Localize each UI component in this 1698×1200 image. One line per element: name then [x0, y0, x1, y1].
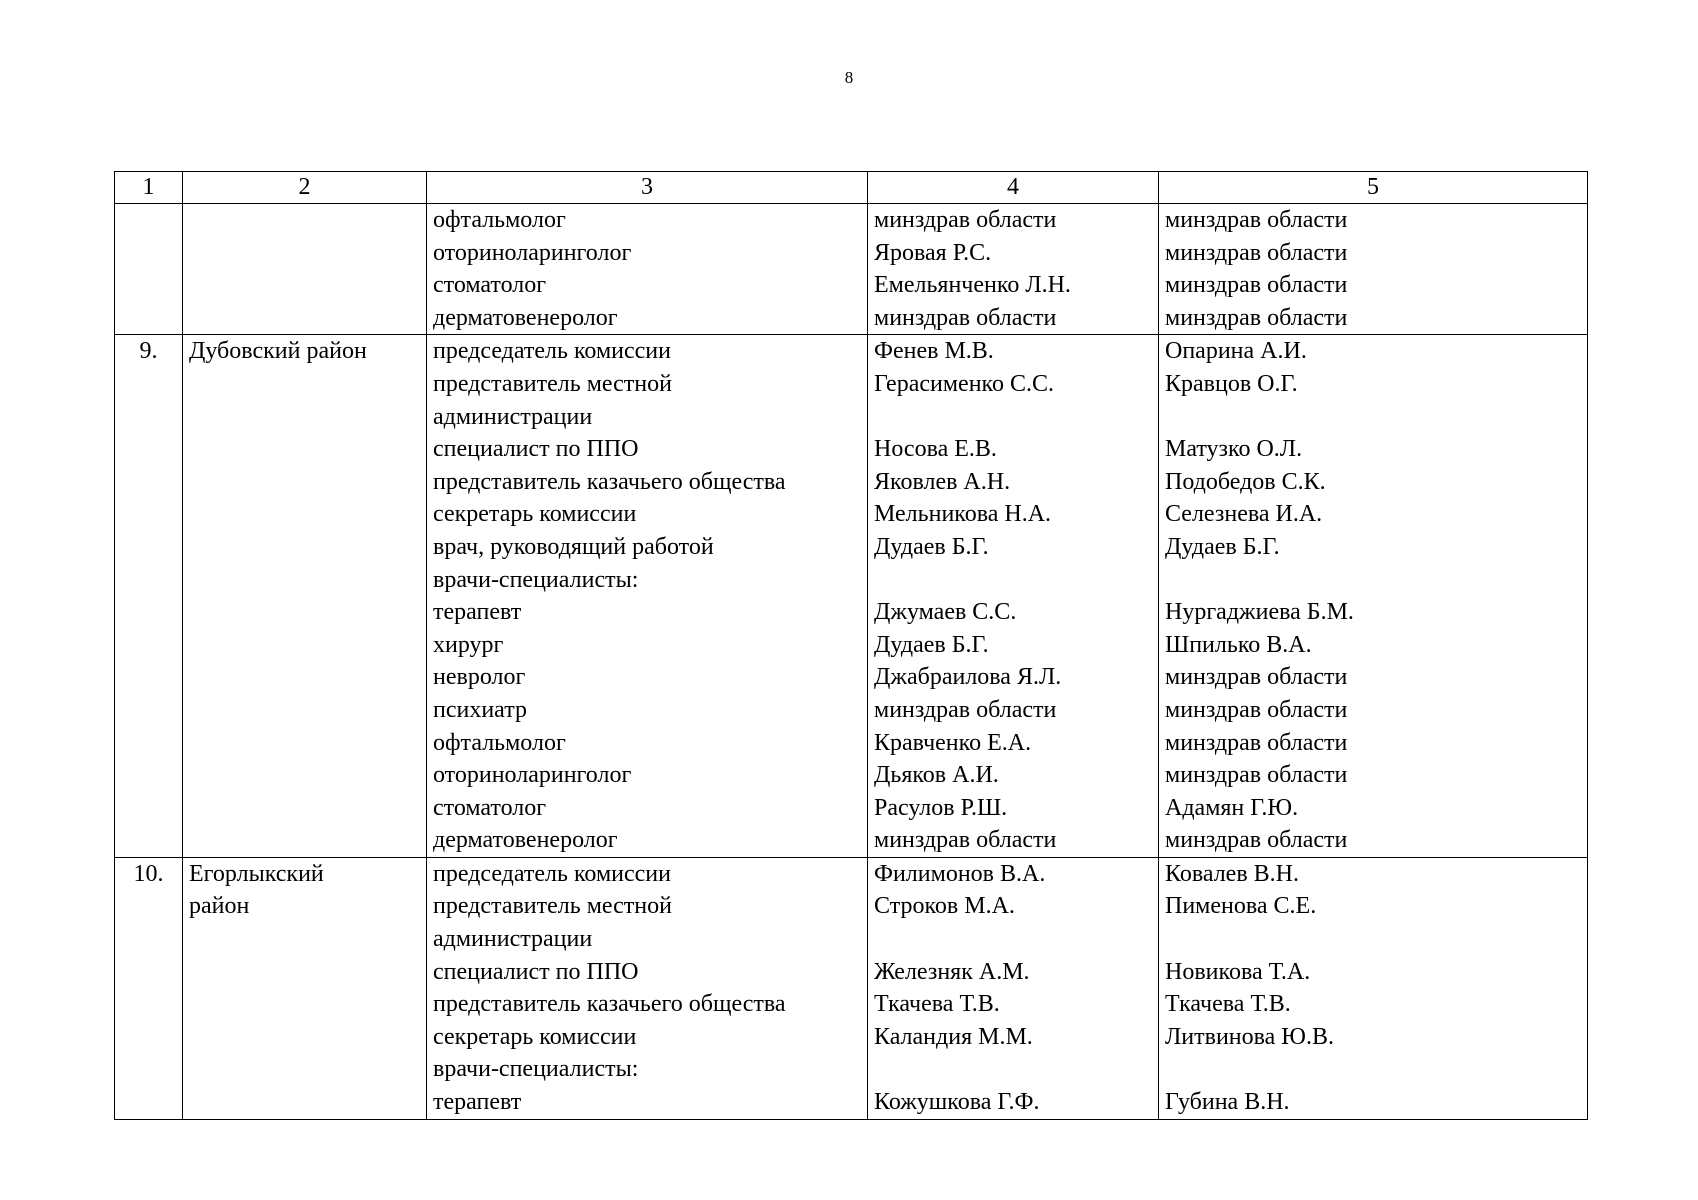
district-cell: [183, 204, 427, 335]
reserve-member-cell-line: [1165, 401, 1581, 434]
role-cell-line: секретарь комиссии: [433, 1023, 637, 1050]
reserve-member-cell-line: Матузко О.Л.: [1165, 436, 1303, 463]
reserve-member-cell-line: минздрав области: [1165, 304, 1348, 331]
district-cell-line: Дубовский район: [189, 338, 367, 365]
role-cell-line: врач, руководящий работой: [433, 533, 714, 560]
role-cell-line: специалист по ППО: [433, 436, 639, 463]
reserve-member-cell-line: Литвинова Ю.В.: [1165, 1023, 1334, 1050]
role-cell-line: хирург: [433, 631, 504, 658]
reserve-member-cell-line: [1165, 1053, 1581, 1086]
reserve-member-cell-line: Ткачева Т.В.: [1165, 991, 1291, 1018]
reserve-member-cell-line: Селезнева И.А.: [1165, 501, 1323, 528]
main-member-cell-line: Филимонов В.А.: [874, 860, 1046, 887]
main-member-cell: [868, 335, 1159, 858]
reserve-member-cell-line: Дудаев Б.Г.: [1165, 533, 1280, 560]
role-cell-line: врачи-специалисты:: [433, 1056, 639, 1083]
reserve-member-cell-line: минздрав области: [1165, 272, 1348, 299]
role-cell-line: стоматолог: [433, 272, 547, 299]
main-member-cell-line: [874, 923, 1152, 956]
main-member-cell-line: Джабраилова Я.Л.: [874, 664, 1062, 691]
reserve-member-cell-line: Адамян Г.Ю.: [1165, 794, 1299, 821]
reserve-member-cell-line: Опарина А.И.: [1165, 338, 1307, 365]
main-member-cell-line: [874, 401, 1152, 434]
role-cell-line: оториноларинголог: [433, 762, 632, 789]
main-member-cell-line: Строков М.А.: [874, 893, 1015, 920]
table-row: [115, 335, 1588, 858]
main-member-cell-line: минздрав области: [874, 304, 1057, 331]
reserve-member-cell: [1159, 335, 1588, 858]
reserve-member-cell-line: Нургаджиева Б.М.: [1165, 599, 1354, 626]
row-number-cell: [115, 204, 183, 335]
reserve-member-cell: [1159, 857, 1588, 1119]
main-member-cell-line: Джумаев С.С.: [874, 599, 1017, 626]
reserve-member-cell-line: Пименова С.Е.: [1165, 893, 1317, 920]
main-member-cell-line: Емельянченко Л.Н.: [874, 272, 1071, 299]
reserve-member-cell-line: Подобедов С.К.: [1165, 468, 1326, 495]
main-member-cell-line: Мельникова Н.А.: [874, 501, 1052, 528]
district-cell: [183, 857, 427, 1119]
reserve-member-cell-line: минздрав области: [1165, 239, 1348, 266]
reserve-member-cell-line: Ковалев В.Н.: [1165, 860, 1299, 887]
role-cell-line: председатель комиссии: [433, 338, 671, 365]
main-member-cell-line: [874, 564, 1152, 597]
role-cell-line: офтальмолог: [433, 729, 566, 756]
main-member-cell-line: Каландия М.М.: [874, 1023, 1033, 1050]
reserve-member-cell-line: минздрав области: [1165, 207, 1348, 233]
role-cell-line: представитель казачьего общества: [433, 468, 786, 495]
row-number-cell: [115, 335, 183, 858]
header-row: [115, 172, 1588, 204]
role-cell-line: представитель местной: [433, 370, 672, 397]
main-member-cell-line: минздрав области: [874, 696, 1057, 723]
row-number-cell: [115, 857, 183, 1119]
reserve-member-cell-line: минздрав области: [1165, 664, 1348, 691]
commission-table: [114, 171, 1588, 1120]
page-number: 8: [844, 68, 854, 87]
header-cell-3: 3: [427, 172, 868, 204]
main-member-cell: [868, 204, 1159, 335]
main-member-cell-line: Расулов Р.Ш.: [874, 794, 1008, 821]
role-cell-line: стоматолог: [433, 794, 547, 821]
role-cell-line: терапевт: [433, 1089, 522, 1116]
table-row: [115, 857, 1588, 1119]
main-member-cell-line: Дудаев Б.Г.: [874, 631, 989, 658]
role-cell-line: терапевт: [433, 599, 522, 626]
reserve-member-cell-line: минздрав области: [1165, 696, 1348, 723]
main-member-cell-line: Железняк А.М.: [874, 958, 1030, 985]
header-cell-2: 2: [183, 172, 427, 204]
role-cell-line: специалист по ППО: [433, 958, 639, 985]
role-cell-line: дерматовенеролог: [433, 827, 618, 854]
role-cell-line: секретарь комиссии: [433, 501, 637, 528]
role-cell-line: администрации: [433, 403, 593, 430]
header-cell-5: 5: [1159, 172, 1588, 204]
role-cell-line: оториноларинголог: [433, 239, 632, 266]
header-cell-4: 4: [868, 172, 1159, 204]
reserve-member-cell-line: Кравцов О.Г.: [1165, 370, 1298, 397]
main-member-cell-line: Кожушкова Г.Ф.: [874, 1089, 1040, 1116]
main-member-cell-line: минздрав области: [874, 827, 1057, 854]
role-cell-line: психиатр: [433, 696, 527, 723]
role-cell-line: представитель казачьего общества: [433, 991, 786, 1018]
reserve-member-cell: [1159, 204, 1588, 335]
main-member-cell: [868, 857, 1159, 1119]
reserve-member-cell-line: [1165, 564, 1581, 597]
main-member-cell-line: Яковлев А.Н.: [874, 468, 1011, 495]
main-member-cell-line: Герасименко С.С.: [874, 370, 1054, 397]
main-member-cell-line: Яровая Р.С.: [874, 239, 992, 266]
role-cell-line: председатель комиссии: [433, 860, 671, 887]
role-cell: [427, 335, 868, 858]
reserve-member-cell-line: Новикова Т.А.: [1165, 958, 1311, 985]
main-member-cell-line: минздрав области: [874, 207, 1057, 233]
district-cell-line: Егорлыкский: [189, 860, 324, 887]
header-cell-1: 1: [115, 172, 183, 204]
main-member-cell-line: Носова Е.В.: [874, 436, 997, 463]
role-cell: [427, 857, 868, 1119]
main-member-cell-line: Фенев М.В.: [874, 338, 994, 365]
reserve-member-cell-line: Шпилько В.А.: [1165, 631, 1312, 658]
reserve-member-cell-line: [1165, 923, 1581, 956]
row-number: 9.: [139, 338, 158, 365]
table-row: [115, 204, 1588, 335]
main-member-cell-line: Дьяков А.И.: [874, 762, 999, 789]
main-member-cell-line: Кравченко Е.А.: [874, 729, 1032, 756]
role-cell-line: представитель местной: [433, 893, 672, 920]
main-member-cell-line: Дудаев Б.Г.: [874, 533, 989, 560]
role-cell-line: офтальмолог: [433, 207, 566, 233]
reserve-member-cell-line: минздрав области: [1165, 762, 1348, 789]
role-cell-line: администрации: [433, 926, 593, 953]
role-cell-line: невролог: [433, 664, 526, 691]
main-member-cell-line: Ткачева Т.В.: [874, 991, 1000, 1018]
role-cell-line: врачи-специалисты:: [433, 566, 639, 593]
reserve-member-cell-line: Губина В.Н.: [1165, 1089, 1290, 1116]
reserve-member-cell-line: минздрав области: [1165, 729, 1348, 756]
district-cell-line: район: [189, 893, 250, 920]
main-member-cell-line: [874, 1053, 1152, 1086]
reserve-member-cell-line: минздрав области: [1165, 827, 1348, 854]
role-cell-line: дерматовенеролог: [433, 304, 618, 331]
role-cell: [427, 204, 868, 335]
row-number: 10.: [133, 860, 164, 887]
district-cell: [183, 335, 427, 858]
